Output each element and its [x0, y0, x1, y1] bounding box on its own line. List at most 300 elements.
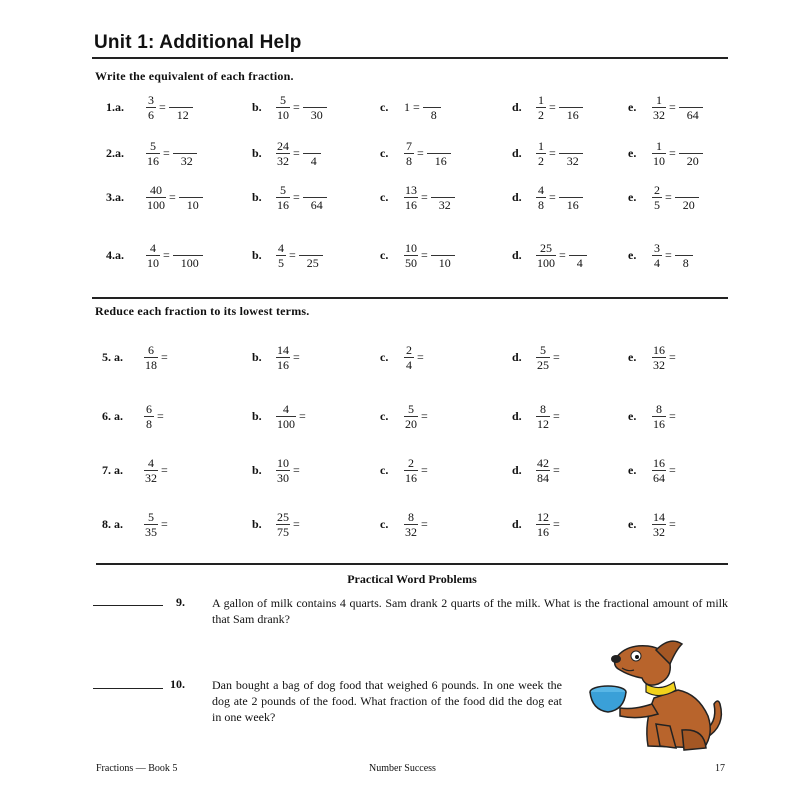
- numerator: 16: [653, 456, 665, 470]
- problem-label: e.: [628, 409, 637, 423]
- given-fraction: [146, 140, 160, 167]
- denominator: 16: [566, 108, 579, 122]
- denominator: 4: [654, 256, 660, 270]
- reduce-problem: [102, 457, 191, 484]
- answer-blank[interactable]: [563, 411, 583, 423]
- title-rule: [92, 57, 728, 59]
- answer-numerator-blank[interactable]: [563, 140, 579, 152]
- numerator: 5: [150, 139, 156, 153]
- problem-label: 6. a.: [102, 409, 123, 423]
- given-fraction: [276, 457, 290, 484]
- problem-label: d.: [512, 146, 522, 160]
- answer-fraction[interactable]: [569, 242, 587, 269]
- problem-label: c.: [380, 350, 389, 364]
- answer-fraction[interactable]: [303, 94, 327, 121]
- denominator: 64: [686, 108, 699, 122]
- answer-numerator-blank[interactable]: [304, 140, 320, 152]
- reduce-problem: [512, 511, 583, 538]
- problem-label: e.: [628, 517, 637, 531]
- problem-label: 2.a.: [106, 146, 124, 160]
- numerator: 8: [656, 402, 662, 416]
- problem-label: b.: [252, 190, 262, 204]
- numerator: 13: [405, 183, 417, 197]
- equivalent-problem: [628, 242, 693, 269]
- reduce-problem: [628, 511, 699, 538]
- equivalent-problem: [512, 94, 583, 121]
- denominator: 20: [686, 154, 699, 168]
- equivalent-problem: [628, 184, 699, 211]
- equals-sign: =: [293, 190, 300, 204]
- problem-label: 1.a.: [106, 100, 124, 114]
- answer-fraction[interactable]: [427, 140, 451, 167]
- problem-label: b.: [252, 100, 262, 114]
- given-fraction: [146, 242, 160, 269]
- equals-sign: =: [553, 409, 560, 423]
- denominator: 64: [310, 198, 323, 212]
- numerator: 5: [148, 510, 154, 524]
- footer-center: Number Success: [369, 763, 436, 774]
- answer-blank[interactable]: [427, 352, 447, 364]
- numerator: 2: [654, 183, 660, 197]
- equals-sign: =: [669, 463, 676, 477]
- answer-numerator-blank[interactable]: [676, 242, 692, 254]
- given-fraction: [536, 457, 550, 484]
- equals-sign: =: [417, 350, 424, 364]
- equals-sign: =: [299, 409, 306, 423]
- denominator: 10: [186, 198, 199, 212]
- denominator: 18: [145, 358, 157, 372]
- answer-numerator-blank[interactable]: [563, 94, 579, 106]
- answer-blank[interactable]: [171, 465, 191, 477]
- equals-sign: =: [549, 146, 556, 160]
- denominator: 6: [148, 108, 154, 122]
- answer-blank[interactable]: [303, 465, 323, 477]
- problem-label: e.: [628, 190, 637, 204]
- answer-fraction[interactable]: [423, 94, 441, 121]
- answer-fraction[interactable]: [559, 184, 583, 211]
- numerator: 24: [277, 139, 289, 153]
- answer-blank[interactable]: [431, 465, 451, 477]
- given-fraction: [536, 94, 546, 121]
- equivalent-problem: [512, 242, 587, 269]
- whole-number: 1: [404, 100, 410, 114]
- given-fraction: [652, 403, 666, 430]
- answer-numerator-blank[interactable]: [303, 242, 319, 254]
- given-fraction: [144, 457, 158, 484]
- equivalent-problem: [252, 184, 327, 211]
- numerator: 40: [150, 183, 162, 197]
- given-fraction: [652, 344, 666, 371]
- denominator: 32: [566, 154, 579, 168]
- answer-fraction[interactable]: [173, 242, 203, 269]
- reduce-problem: [380, 457, 451, 484]
- numerator: 4: [538, 183, 544, 197]
- answer-blank[interactable]: [679, 519, 699, 531]
- equivalent-problem: [252, 242, 323, 269]
- numerator: 8: [540, 402, 546, 416]
- problem-label: b.: [252, 146, 262, 160]
- denominator: 32: [180, 154, 193, 168]
- answer-fraction[interactable]: [169, 94, 193, 121]
- numerator: 8: [408, 510, 414, 524]
- equivalent-problem: [252, 94, 327, 121]
- answer-fraction[interactable]: [679, 94, 703, 121]
- numerator: 14: [277, 343, 289, 357]
- denominator: 32: [438, 198, 451, 212]
- numerator: 4: [278, 241, 284, 255]
- word-problems-rule: [96, 563, 728, 565]
- answer-numerator-blank[interactable]: [307, 184, 323, 196]
- given-fraction: [536, 511, 550, 538]
- numerator: 1: [656, 93, 662, 107]
- denominator: 16: [405, 198, 417, 212]
- problem-label: e.: [628, 350, 637, 364]
- problem-label: 3.a.: [106, 190, 124, 204]
- equals-sign: =: [157, 409, 164, 423]
- equivalent-problem: [106, 140, 197, 167]
- equals-sign: =: [665, 248, 672, 262]
- reduce-problem: [252, 457, 323, 484]
- equals-sign: =: [669, 517, 676, 531]
- numerator: 14: [653, 510, 665, 524]
- problem-label: e.: [628, 463, 637, 477]
- given-fraction: [276, 344, 290, 371]
- equals-sign: =: [549, 100, 556, 114]
- given-fraction: [536, 140, 546, 167]
- numerator: 10: [405, 241, 417, 255]
- denominator: 100: [537, 256, 555, 270]
- problem-label: c.: [380, 463, 389, 477]
- equals-sign: =: [549, 190, 556, 204]
- equals-sign: =: [421, 463, 428, 477]
- equals-sign: =: [293, 517, 300, 531]
- problem-label: c.: [380, 409, 389, 423]
- answer-numerator-blank[interactable]: [177, 140, 193, 152]
- denominator: 5: [654, 198, 660, 212]
- equals-sign: =: [553, 463, 560, 477]
- equivalent-problem: [628, 140, 703, 167]
- equals-sign: =: [553, 517, 560, 531]
- answer-numerator-blank[interactable]: [679, 184, 695, 196]
- denominator: 35: [145, 525, 157, 539]
- answer-numerator-blank[interactable]: [570, 242, 586, 254]
- equals-sign: =: [293, 146, 300, 160]
- reduce-problem: [512, 344, 583, 371]
- numerator: 1: [538, 93, 544, 107]
- numerator: 6: [146, 402, 152, 416]
- denominator: 64: [653, 471, 665, 485]
- answer-fraction[interactable]: [303, 140, 321, 167]
- equivalent-problem: [628, 94, 703, 121]
- numerator: 16: [653, 343, 665, 357]
- equals-sign: =: [553, 350, 560, 364]
- equals-sign: =: [669, 409, 676, 423]
- denominator: 100: [180, 256, 199, 270]
- reduce-problem: [628, 457, 699, 484]
- problem-label: d.: [512, 409, 522, 423]
- answer-fraction[interactable]: [173, 140, 197, 167]
- equals-sign: =: [161, 350, 168, 364]
- answer-line-9[interactable]: [93, 605, 163, 606]
- numerator: 3: [654, 241, 660, 255]
- denominator: 50: [405, 256, 417, 270]
- answer-fraction[interactable]: [303, 184, 327, 211]
- answer-blank[interactable]: [563, 519, 583, 531]
- given-fraction: [404, 344, 414, 371]
- denominator: 32: [277, 154, 289, 168]
- denominator: 100: [277, 417, 295, 431]
- equals-sign: =: [293, 463, 300, 477]
- answer-numerator-blank[interactable]: [173, 94, 189, 106]
- answer-numerator-blank[interactable]: [683, 140, 699, 152]
- reduce-problem: [102, 403, 187, 430]
- numerator: 25: [540, 241, 552, 255]
- problem-label: 4.a.: [106, 248, 124, 262]
- numerator: 7: [406, 139, 412, 153]
- equals-sign: =: [159, 100, 166, 114]
- answer-blank[interactable]: [563, 352, 583, 364]
- answer-numerator-blank[interactable]: [431, 140, 447, 152]
- answer-fraction[interactable]: [431, 242, 455, 269]
- answer-blank[interactable]: [679, 411, 699, 423]
- problem-label: c.: [380, 248, 389, 262]
- given-fraction: [536, 403, 550, 430]
- answer-blank[interactable]: [167, 411, 187, 423]
- denominator: 25: [306, 256, 319, 270]
- denominator: 8: [146, 417, 152, 431]
- answer-blank[interactable]: [171, 352, 191, 364]
- answer-numerator-blank[interactable]: [435, 184, 451, 196]
- answer-fraction[interactable]: [299, 242, 323, 269]
- answer-fraction[interactable]: [179, 184, 203, 211]
- answer-fraction[interactable]: [559, 140, 583, 167]
- numerator: 4: [150, 241, 156, 255]
- numerator: 1: [656, 139, 662, 153]
- equivalent-problem: [512, 140, 583, 167]
- problem-number-9: 9.: [176, 595, 185, 609]
- section-divider: [92, 297, 728, 299]
- reduce-problem: [102, 511, 191, 538]
- answer-numerator-blank[interactable]: [563, 184, 579, 196]
- denominator: 16: [566, 198, 579, 212]
- given-fraction: [276, 184, 290, 211]
- equals-sign: =: [665, 190, 672, 204]
- equivalent-problem: [106, 94, 193, 121]
- reduce-problem: [252, 511, 323, 538]
- given-fraction: [146, 94, 156, 121]
- numerator: 4: [148, 456, 154, 470]
- problem-text-10: Dan bought a bag of dog food that weighed 6 pounds. In one week the dog ate 2 pounds of the food. What fraction of the food did the dog eat in one week?: [212, 678, 562, 724]
- denominator: 32: [405, 525, 417, 539]
- denominator: 16: [537, 525, 549, 539]
- given-fraction: [144, 403, 154, 430]
- section1-instruction: Write the equivalent of each fraction.: [95, 69, 294, 83]
- denominator: 32: [653, 108, 665, 122]
- denominator: 16: [147, 154, 159, 168]
- numerator: 6: [148, 343, 154, 357]
- reduce-problem: [252, 344, 323, 371]
- problem-label: d.: [512, 517, 522, 531]
- answer-blank[interactable]: [679, 352, 699, 364]
- problem-label: c.: [380, 146, 389, 160]
- denominator: 16: [653, 417, 665, 431]
- problem-label: d.: [512, 100, 522, 114]
- equals-sign: =: [421, 517, 428, 531]
- equals-sign: =: [421, 190, 428, 204]
- denominator: 10: [277, 108, 289, 122]
- answer-fraction[interactable]: [679, 140, 703, 167]
- given-fraction: [144, 344, 158, 371]
- word-problems-heading: Practical Word Problems: [347, 572, 477, 586]
- answer-numerator-blank[interactable]: [307, 94, 323, 106]
- numerator: 10: [277, 456, 289, 470]
- problem-label: d.: [512, 463, 522, 477]
- denominator: 8: [406, 154, 412, 168]
- equals-sign: =: [421, 409, 428, 423]
- problem-label: 7. a.: [102, 463, 123, 477]
- problem-label: c.: [380, 190, 389, 204]
- denominator: 8: [430, 108, 437, 122]
- problem-text-9: A gallon of milk contains 4 quarts. Sam drank 2 quarts of the milk. What is the fractional amount of milk that Sam drank?: [212, 596, 728, 626]
- denominator: 4: [310, 154, 317, 168]
- answer-fraction[interactable]: [431, 184, 455, 211]
- numerator: 42: [537, 456, 549, 470]
- problem-label: b.: [252, 517, 262, 531]
- answer-numerator-blank[interactable]: [183, 184, 199, 196]
- reduce-problem: [512, 403, 583, 430]
- denominator: 30: [277, 471, 289, 485]
- reduce-problem: [380, 344, 447, 371]
- given-fraction: [652, 184, 662, 211]
- equivalent-problem: [106, 242, 203, 269]
- numerator: 5: [540, 343, 546, 357]
- answer-blank[interactable]: [171, 519, 191, 531]
- equivalent-problem: [380, 184, 455, 211]
- equivalent-problem: [380, 140, 451, 167]
- problem-label: e.: [628, 248, 637, 262]
- denominator: 10: [438, 256, 451, 270]
- denominator: 25: [537, 358, 549, 372]
- answer-blank[interactable]: [303, 352, 323, 364]
- denominator: 8: [682, 256, 689, 270]
- given-fraction: [276, 140, 290, 167]
- reduce-problem: [102, 344, 191, 371]
- given-fraction: [652, 511, 666, 538]
- answer-fraction[interactable]: [675, 242, 693, 269]
- numerator: 25: [277, 510, 289, 524]
- denominator: 16: [277, 198, 289, 212]
- equals-sign: =: [669, 350, 676, 364]
- answer-blank[interactable]: [563, 465, 583, 477]
- answer-numerator-blank[interactable]: [180, 242, 196, 254]
- denominator: 20: [405, 417, 417, 431]
- answer-numerator-blank[interactable]: [683, 94, 699, 106]
- denominator: 75: [277, 525, 289, 539]
- answer-blank[interactable]: [309, 411, 329, 423]
- given-fraction: [276, 511, 290, 538]
- problem-label: b.: [252, 350, 262, 364]
- answer-numerator-blank[interactable]: [424, 94, 440, 106]
- equals-sign: =: [293, 350, 300, 364]
- problem-label: 5. a.: [102, 350, 123, 364]
- equals-sign: =: [169, 190, 176, 204]
- denominator: 100: [147, 198, 165, 212]
- numerator: 3: [148, 93, 154, 107]
- given-fraction: [404, 457, 418, 484]
- denominator: 32: [145, 471, 157, 485]
- numerator: 2: [408, 456, 414, 470]
- given-fraction: [652, 457, 666, 484]
- denominator: 30: [310, 108, 323, 122]
- given-fraction: [536, 242, 556, 269]
- problem-label: b.: [252, 409, 262, 423]
- equivalent-problem: [252, 140, 321, 167]
- equivalent-problem: [380, 242, 455, 269]
- reduce-problem: [512, 457, 583, 484]
- denominator: 10: [147, 256, 159, 270]
- given-fraction: [404, 511, 418, 538]
- given-fraction: [276, 94, 290, 121]
- answer-blank[interactable]: [431, 411, 451, 423]
- equals-sign: =: [421, 248, 428, 262]
- equals-sign: =: [669, 146, 676, 160]
- denominator: 5: [278, 256, 284, 270]
- answer-blank[interactable]: [431, 519, 451, 531]
- numerator: 1: [538, 139, 544, 153]
- given-fraction: [404, 140, 414, 167]
- answer-blank[interactable]: [679, 465, 699, 477]
- problem-label: d.: [512, 248, 522, 262]
- denominator: 10: [653, 154, 665, 168]
- equals-sign: =: [161, 517, 168, 531]
- equals-sign: =: [413, 100, 420, 114]
- problem-label: d.: [512, 350, 522, 364]
- given-fraction: [144, 511, 158, 538]
- reduce-problem: [628, 344, 699, 371]
- numerator: 5: [408, 402, 414, 416]
- answer-blank[interactable]: [303, 519, 323, 531]
- dog-with-bowl-icon: [586, 638, 734, 756]
- denominator: 84: [537, 471, 549, 485]
- problem-label: e.: [628, 100, 637, 114]
- denominator: 4: [576, 256, 583, 270]
- problem-label: d.: [512, 190, 522, 204]
- problem-label: 8. a.: [102, 517, 123, 531]
- denominator: 16: [277, 358, 289, 372]
- page-title: Unit 1: Additional Help: [94, 32, 302, 53]
- problem-label: c.: [380, 100, 389, 114]
- given-fraction: [146, 184, 166, 211]
- denominator: 8: [538, 198, 544, 212]
- answer-line-10[interactable]: [93, 688, 163, 689]
- denominator: 32: [653, 525, 665, 539]
- denominator: 20: [682, 198, 695, 212]
- equals-sign: =: [293, 100, 300, 114]
- equals-sign: =: [163, 146, 170, 160]
- denominator: 2: [538, 108, 544, 122]
- answer-numerator-blank[interactable]: [435, 242, 451, 254]
- given-fraction: [404, 242, 418, 269]
- answer-fraction[interactable]: [675, 184, 699, 211]
- given-fraction: [652, 140, 666, 167]
- numerator: 5: [280, 183, 286, 197]
- equals-sign: =: [289, 248, 296, 262]
- reduce-problem: [380, 403, 451, 430]
- equivalent-problem: [380, 94, 441, 121]
- given-fraction: [404, 403, 418, 430]
- answer-fraction[interactable]: [559, 94, 583, 121]
- given-fraction: [536, 344, 550, 371]
